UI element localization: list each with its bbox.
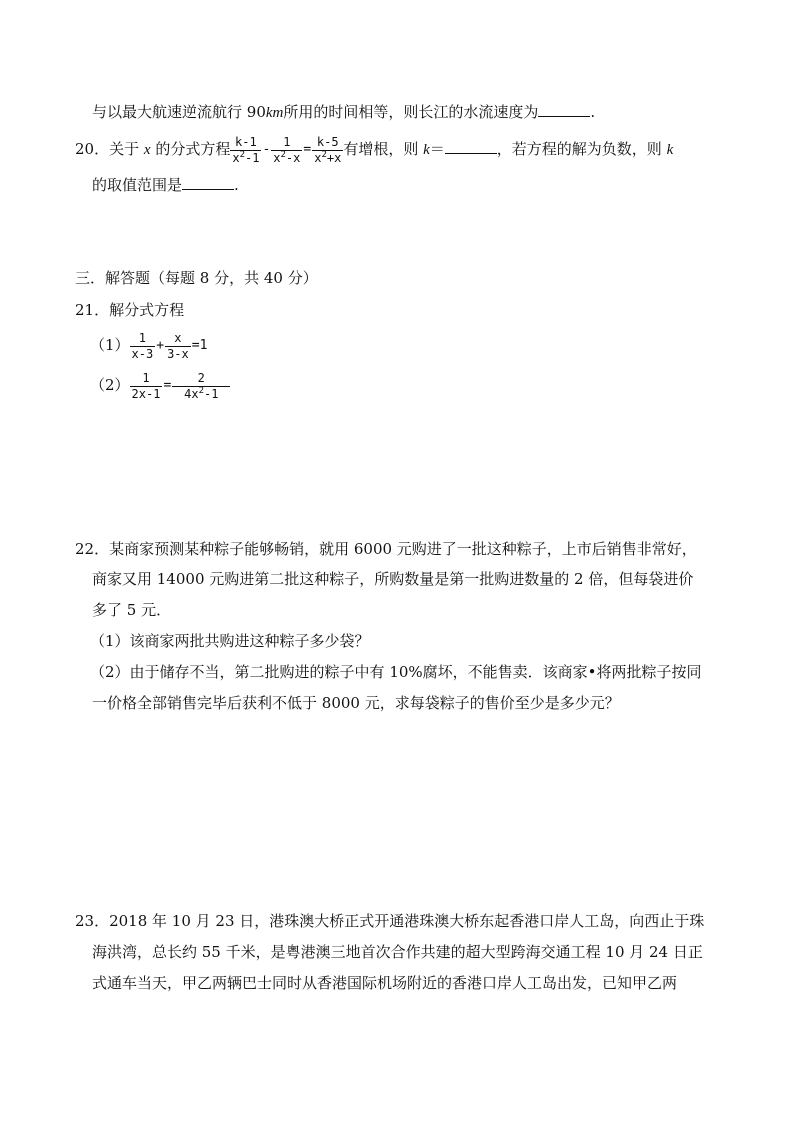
q21-part-1 [90, 328, 208, 363]
q20-f3-den-rest: +x [326, 150, 342, 165]
q22-sub1: （1）该商家两批共购进这种粽子多少袋？ [90, 632, 370, 650]
q20-fraction-2 [271, 135, 302, 166]
q21-p1-f2-num: x [165, 331, 191, 347]
q20-text-4: ＝ [429, 140, 445, 158]
q20-f3-numerator: k-5 [312, 135, 343, 151]
q21-p2-f2-den-sup: 2 [198, 385, 204, 396]
q20-text-3: 有增根，则 [343, 140, 424, 158]
q21-part-2 [90, 368, 230, 403]
q22-number: 22． [75, 540, 110, 558]
q19-unit: km [265, 105, 284, 121]
q20-line2 [92, 175, 239, 195]
q20-fraction-3 [312, 135, 343, 166]
q21-p2-f2-num: 2 [172, 371, 230, 387]
q20-var-k: k [423, 142, 430, 158]
q21-p2-f2-den-a: 4x [184, 386, 199, 401]
q20-number: 20． [75, 140, 110, 158]
q23-line1 [75, 911, 704, 931]
q21-p2-fraction-2 [172, 371, 230, 402]
q20-equals: = [303, 142, 312, 157]
q21-p2-f2-den-b: -1 [203, 386, 219, 401]
q21-p1-plus: + [156, 338, 165, 353]
q21-p1-f1-den: x-3 [131, 346, 154, 361]
q19-text-post: 所用的时间相等，则长江的水流速度为 [283, 103, 539, 121]
q22-sub2-line1: （2）由于储存不当，第二批购进的粽子中有 10%腐坏，不能售卖．该商家•将两批粽子按同 [90, 663, 702, 681]
q20-var-k-2: k [666, 142, 674, 158]
q19-end: . [590, 103, 596, 121]
q21-title-line [75, 300, 184, 320]
q23-number: 23． [75, 912, 110, 930]
section-3-title: 三．解答题（每题 8 分，共 40 分） [75, 269, 318, 287]
q23-line1-text: 2018 年 10 月 23 日，港珠澳大桥正式开通港珠澳大桥东起香港口岸人工岛，向西止于珠 [109, 912, 705, 930]
q21-p1-f1-num: 1 [130, 331, 156, 347]
q20-f1-numerator: k-1 [230, 135, 261, 151]
q21-title: 解分式方程 [109, 301, 185, 319]
q21-p2-equals: = [163, 378, 172, 393]
q20-answer-blank-2[interactable] [182, 175, 234, 190]
q22-line3: 多了 5 元． [92, 601, 172, 619]
q21-p2-f1-den: 2x-1 [131, 386, 161, 401]
q21-p1-fraction-2 [165, 331, 191, 362]
q20-f2-numerator: 1 [271, 135, 302, 151]
q20-minus: - [262, 142, 271, 157]
q20-f3-den-x: x [314, 150, 322, 165]
q20-line2-text: 的取值范围是 [92, 176, 183, 194]
q19-text-pre: 与以最大航速逆流航行 90 [92, 103, 266, 121]
q20-text-1: 关于 [109, 140, 144, 158]
q22-sub2-line2: 一价格全部销售完毕后获利不低于 8000 元，求每袋粽子的售价至少是多少元？ [92, 694, 620, 712]
q20-text-2: 的分式方程 [150, 140, 231, 158]
q19-answer-blank[interactable] [538, 102, 590, 117]
q20-answer-blank-1[interactable] [445, 139, 497, 154]
q19-continuation [92, 102, 595, 123]
q21-p2-fraction-1 [130, 371, 163, 402]
q21-p2-f1-num: 1 [130, 371, 163, 387]
q21-number: 21． [75, 301, 110, 319]
q23-line2: 海洪湾，总长约 55 千米，是粤港澳三地首次合作共建的超大型跨海交通工程 10 月 24 日正 [92, 943, 703, 961]
q21-p1-rhs: =1 [191, 338, 208, 353]
q21-p1-label: （1） [90, 336, 130, 354]
q21-p1-fraction-1 [130, 331, 156, 362]
q20-f1-den-rest: -1 [244, 150, 260, 165]
q20-f1-den-x: x [232, 150, 240, 165]
q20-f1-denominator [230, 151, 261, 166]
q22-line1 [75, 539, 697, 559]
q20-f2-den-x: x [273, 150, 281, 165]
q20-f1-den-sup: 2 [239, 149, 245, 160]
q21-p2-label: （2） [90, 376, 130, 394]
q20-fraction-1 [230, 135, 261, 166]
q20-line1 [75, 132, 673, 167]
q22-line2: 商家又用 14000 元购进第二批这种粽子，所购数量是第一批购进数量的 2 倍，但每袋进价 [92, 570, 694, 588]
q20-f2-den-sup: 2 [280, 149, 286, 160]
q20-f3-den-sup: 2 [321, 149, 327, 160]
q20-f3-denominator [312, 151, 343, 166]
q21-p1-f2-den: 3-x [167, 346, 189, 361]
q20-f2-denominator [271, 151, 302, 166]
q20-f2-den-rest: -x [285, 150, 301, 165]
q20-var-x: x [143, 142, 151, 158]
q22-line1-text: 某商家预测某种粽子能够畅销，就用 6000 元购进了一批这种粽子，上市后销售非常好， [109, 540, 697, 558]
q20-end: . [234, 176, 239, 194]
q21-p2-f2-den [172, 387, 230, 402]
q23-line3: 式通车当天，甲乙两辆巴士同时从香港国际机场附近的香港口岸人工岛出发，已知甲乙两 [92, 974, 678, 992]
q20-text-5: ，若方程的解为负数，则 [496, 140, 667, 158]
